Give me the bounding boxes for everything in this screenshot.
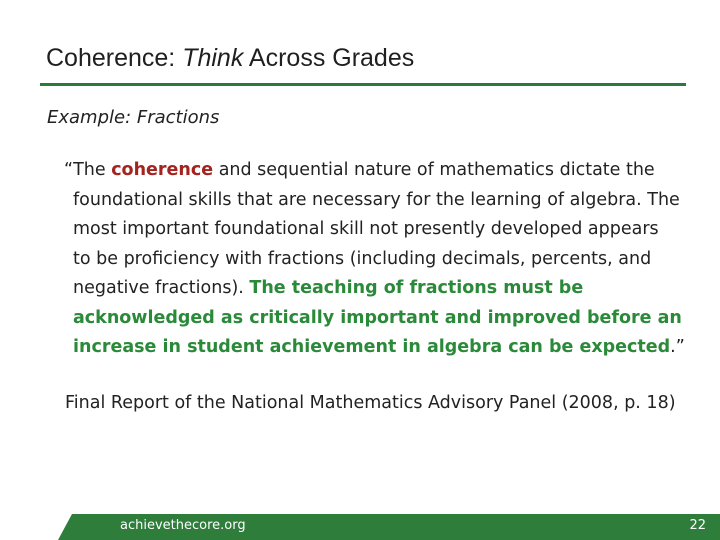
page-number: 22 bbox=[689, 518, 706, 533]
quote-text: .” bbox=[670, 337, 685, 357]
title-part-2: Across Grades bbox=[243, 44, 415, 72]
quote-text: and sequential nature of mathematics dictate the bbox=[213, 160, 655, 180]
footer-site-link[interactable]: achievethecore.org bbox=[120, 518, 246, 533]
title-part-1: Coherence: bbox=[46, 44, 183, 72]
quote-line-4: to be proficiency with fractions (including decimals, percents, and bbox=[73, 248, 652, 269]
quote-keyword-coherence: coherence bbox=[111, 160, 214, 180]
quote-line-2: foundational skills that are necessary for the learning of algebra. The bbox=[73, 189, 680, 210]
citation: Final Report of the National Mathematics Advisory Panel (2008, p. 18) bbox=[65, 393, 676, 413]
quote-line-5 bbox=[64, 274, 704, 304]
title-divider bbox=[40, 83, 686, 86]
quote-highlight: increase in student achievement in algebra can be expected bbox=[73, 337, 671, 357]
quote-block bbox=[64, 156, 704, 363]
title-emphasis: Think bbox=[182, 44, 244, 72]
quote-text: “The bbox=[64, 160, 112, 180]
slide-title bbox=[46, 44, 414, 73]
quote-line-7 bbox=[64, 333, 704, 363]
quote-highlight: The teaching of fractions must be bbox=[249, 278, 584, 298]
quote-line-3: most important foundational skill not presently developed appears bbox=[73, 219, 659, 239]
quote-line-1 bbox=[64, 156, 704, 186]
quote-line-6: acknowledged as critically important and improved before an bbox=[73, 307, 682, 328]
slide-subtitle: Example: Fractions bbox=[47, 107, 220, 128]
footer bbox=[0, 514, 720, 540]
quote-text: negative fractions). bbox=[73, 278, 250, 298]
